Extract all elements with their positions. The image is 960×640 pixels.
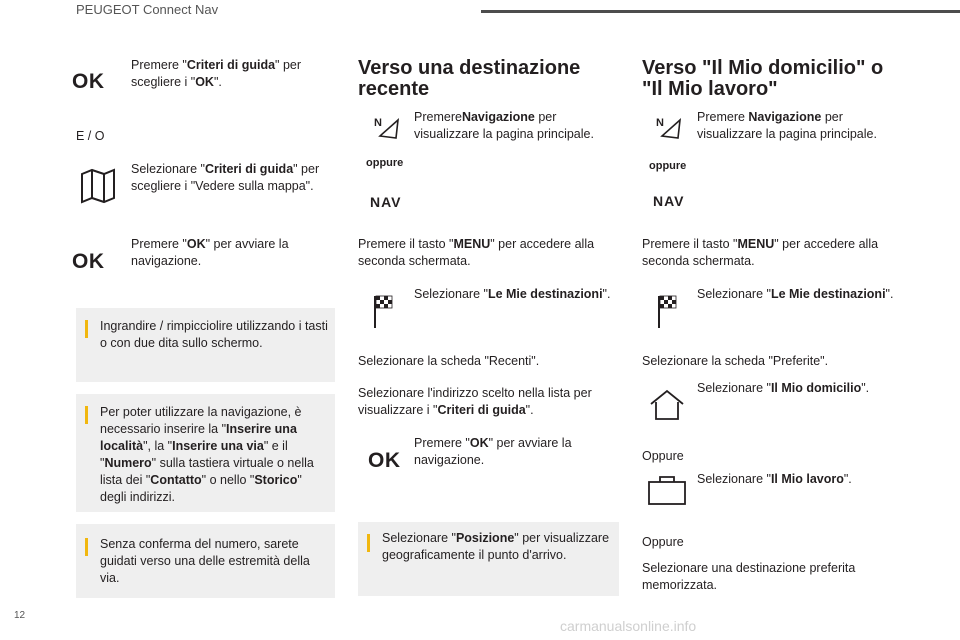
watermark: carmanualsonline.info [560, 618, 697, 634]
oppure-text: Oppure [642, 535, 684, 549]
info-note-text: Per poter utilizzare la navigazione, è necessario inserire la "Inserire una località", la "Inserire una via" e il "Numero" sulla tastiera virtuale o nella lista dei "Contatto" o nello "Storico" degli indirizzi. [100, 405, 314, 504]
instruction-step: Premere Navigazione per visualizzare la pagina principale. [697, 110, 877, 141]
instruction-step: Selezionare "Le Mie destinazioni". [697, 287, 894, 301]
instruction-step: Premere "OK" per avviare la navigazione. [131, 237, 289, 268]
navigation-arrow-icon [654, 116, 684, 146]
info-note-marker [85, 320, 88, 338]
instruction-step: Premere il tasto "MENU" per accedere alla seconda schermata. [642, 237, 879, 268]
briefcase-icon [647, 474, 687, 506]
page-number: 12 [14, 610, 26, 621]
info-note-marker [85, 538, 88, 556]
oppure-label: oppure [649, 160, 687, 172]
info-note-text: Selezionare "Posizione" per visualizzare geograficamente il punto d'arrivo. [382, 531, 610, 562]
info-note [76, 308, 335, 382]
info-note-text: Ingrandire / rimpicciolire utilizzando i tasti o con due dita sullo schermo. [100, 319, 328, 350]
checkered-flag-icon [656, 294, 680, 330]
ok-icon: OK [72, 250, 105, 273]
header-rule [481, 10, 960, 13]
info-note [76, 394, 335, 512]
info-note-marker [85, 406, 88, 424]
ok-icon: OK [72, 70, 105, 93]
instruction-step: Premere il tasto "MENU" per accedere alla seconda schermata. [358, 237, 595, 268]
instruction-step: Selezionare "Il Mio domicilio". [697, 381, 870, 395]
instruction-text: Selezionare la scheda "Preferite". [642, 354, 829, 368]
section-heading: Verso "Il Mio domicilio" o "Il Mio lavoro" [642, 57, 884, 100]
navigation-arrow-icon [372, 116, 402, 146]
instruction-step: Selezionare l'indirizzo scelto nella lista per visualizzare i "Criteri di guida". [358, 386, 592, 417]
map-icon [80, 168, 116, 204]
section-heading: Verso una destinazione recente [358, 57, 581, 100]
instruction-step: Selezionare "Il Mio lavoro". [697, 472, 852, 486]
instruction-step: Selezionare "Criteri di guida" per scegliere i "Vedere sulla mappa". [131, 162, 320, 193]
instruction-step: Selezionare "Le Mie destinazioni". [414, 287, 611, 301]
and-or-label: E / O [76, 129, 105, 143]
instruction-text: Selezionare una destinazione preferita memorizzata. [642, 561, 856, 592]
checkered-flag-icon [372, 294, 396, 330]
info-note-text: Senza conferma del numero, sarete guidati verso una delle estremità della via. [100, 537, 310, 585]
svg-text:N: N [656, 117, 664, 129]
nav-button-icon: NAV [370, 194, 402, 210]
oppure-label: oppure [366, 157, 404, 169]
instruction-step: PremereNavigazione per visualizzare la pagina principale. [414, 110, 594, 141]
instruction-step: Premere "Criteri di guida" per scegliere i "OK". [131, 58, 302, 89]
nav-button-icon: NAV [653, 193, 685, 209]
instruction-text: Selezionare la scheda "Recenti". [358, 354, 540, 368]
info-note [76, 524, 335, 598]
info-note [358, 522, 619, 596]
home-icon [648, 388, 686, 422]
ok-icon: OK [368, 449, 401, 472]
instruction-step: Premere "OK" per avviare la navigazione. [414, 436, 572, 467]
oppure-text: Oppure [642, 449, 684, 463]
page-header-title: PEUGEOT Connect Nav [76, 2, 219, 17]
svg-text:N: N [374, 117, 382, 129]
info-note-marker [367, 534, 370, 552]
